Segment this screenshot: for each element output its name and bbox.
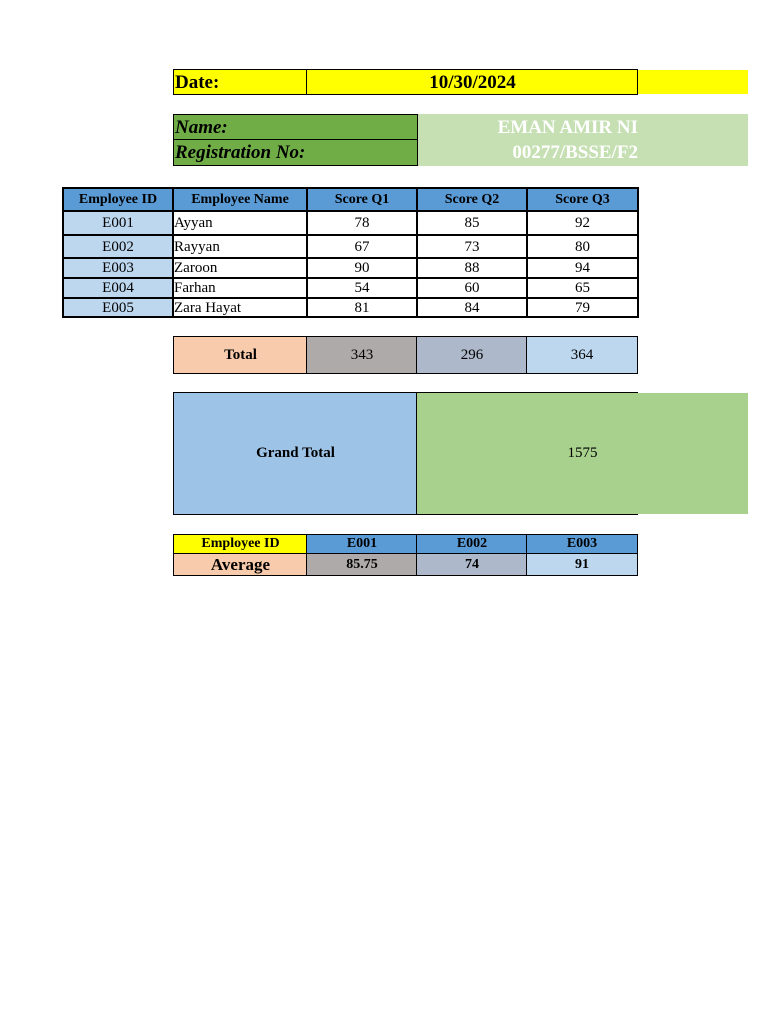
table-row-1-q3[interactable]: 92 <box>575 215 590 231</box>
total-q2[interactable]: 296 <box>417 337 527 374</box>
total-q3[interactable]: 364 <box>527 337 637 374</box>
table-row-4-id[interactable]: E004 <box>102 280 134 296</box>
name-label: Name: <box>175 116 228 138</box>
table-row-3-q1[interactable]: 90 <box>354 260 370 276</box>
table-row-2-q3[interactable]: 80 <box>575 238 590 255</box>
grand-total-value[interactable]: 1575 <box>417 393 748 514</box>
header-score-q2[interactable]: Score Q2 <box>444 191 500 207</box>
table-row-5-q1[interactable]: 81 <box>354 299 370 316</box>
average-value-2[interactable]: 74 <box>417 554 527 575</box>
table-row-5-q2[interactable]: 84 <box>464 299 480 316</box>
avg-header-id-3[interactable]: E003 <box>527 535 637 553</box>
table-row-4-q2[interactable]: 60 <box>464 280 480 296</box>
registration-value[interactable]: 00277/BSSE/F2 <box>512 142 638 163</box>
table-row-1-id[interactable]: E001 <box>102 215 134 231</box>
registration-label: Registration No: <box>175 142 306 163</box>
table-row-4-q1[interactable]: 54 <box>354 280 370 296</box>
header-score-q3[interactable]: Score Q3 <box>555 191 610 207</box>
table-row-4-name[interactable]: Farhan <box>174 280 216 296</box>
average-value-1[interactable]: 85.75 <box>307 554 417 575</box>
table-row-3-q2[interactable]: 88 <box>464 260 480 276</box>
avg-header-id-1[interactable]: E001 <box>307 535 417 553</box>
table-row-3-name[interactable]: Zaroon <box>174 260 218 276</box>
table-row-2-q1[interactable]: 67 <box>354 238 370 255</box>
date-value[interactable]: 10/30/2024 <box>429 71 516 93</box>
avg-header-id-2[interactable]: E002 <box>417 535 527 553</box>
header-employee-id[interactable]: Employee ID <box>78 191 158 207</box>
table-row-1-q2[interactable]: 85 <box>464 215 480 231</box>
avg-header-employee-id[interactable]: Employee ID <box>174 535 307 553</box>
average-label[interactable]: Average <box>174 554 307 575</box>
table-row-5-id[interactable]: E005 <box>102 299 134 316</box>
total-q1[interactable]: 343 <box>307 337 417 374</box>
total-label[interactable]: Total <box>174 337 307 374</box>
date-label: Date: <box>175 71 220 93</box>
table-row-1-q1[interactable]: 78 <box>354 215 370 231</box>
table-row-5-name[interactable]: Zara Hayat <box>174 299 242 316</box>
table-row-4-q3[interactable]: 65 <box>575 280 590 296</box>
table-row-2-name[interactable]: Rayyan <box>174 238 220 255</box>
grand-total-label[interactable]: Grand Total <box>174 393 417 514</box>
header-employee-name[interactable]: Employee Name <box>191 191 289 207</box>
table-row-2-q2[interactable]: 73 <box>464 238 480 255</box>
table-row-3-q3[interactable]: 94 <box>575 260 590 276</box>
table-row-3-id[interactable]: E003 <box>102 260 134 276</box>
average-value-3[interactable]: 91 <box>527 554 637 575</box>
name-value[interactable]: EMAN AMIR NI <box>497 116 638 138</box>
table-row-2-id[interactable]: E002 <box>102 238 134 255</box>
header-score-q1[interactable]: Score Q1 <box>334 191 390 207</box>
table-row-5-q3[interactable]: 79 <box>575 299 590 316</box>
table-row-1-name[interactable]: Ayyan <box>174 215 213 231</box>
